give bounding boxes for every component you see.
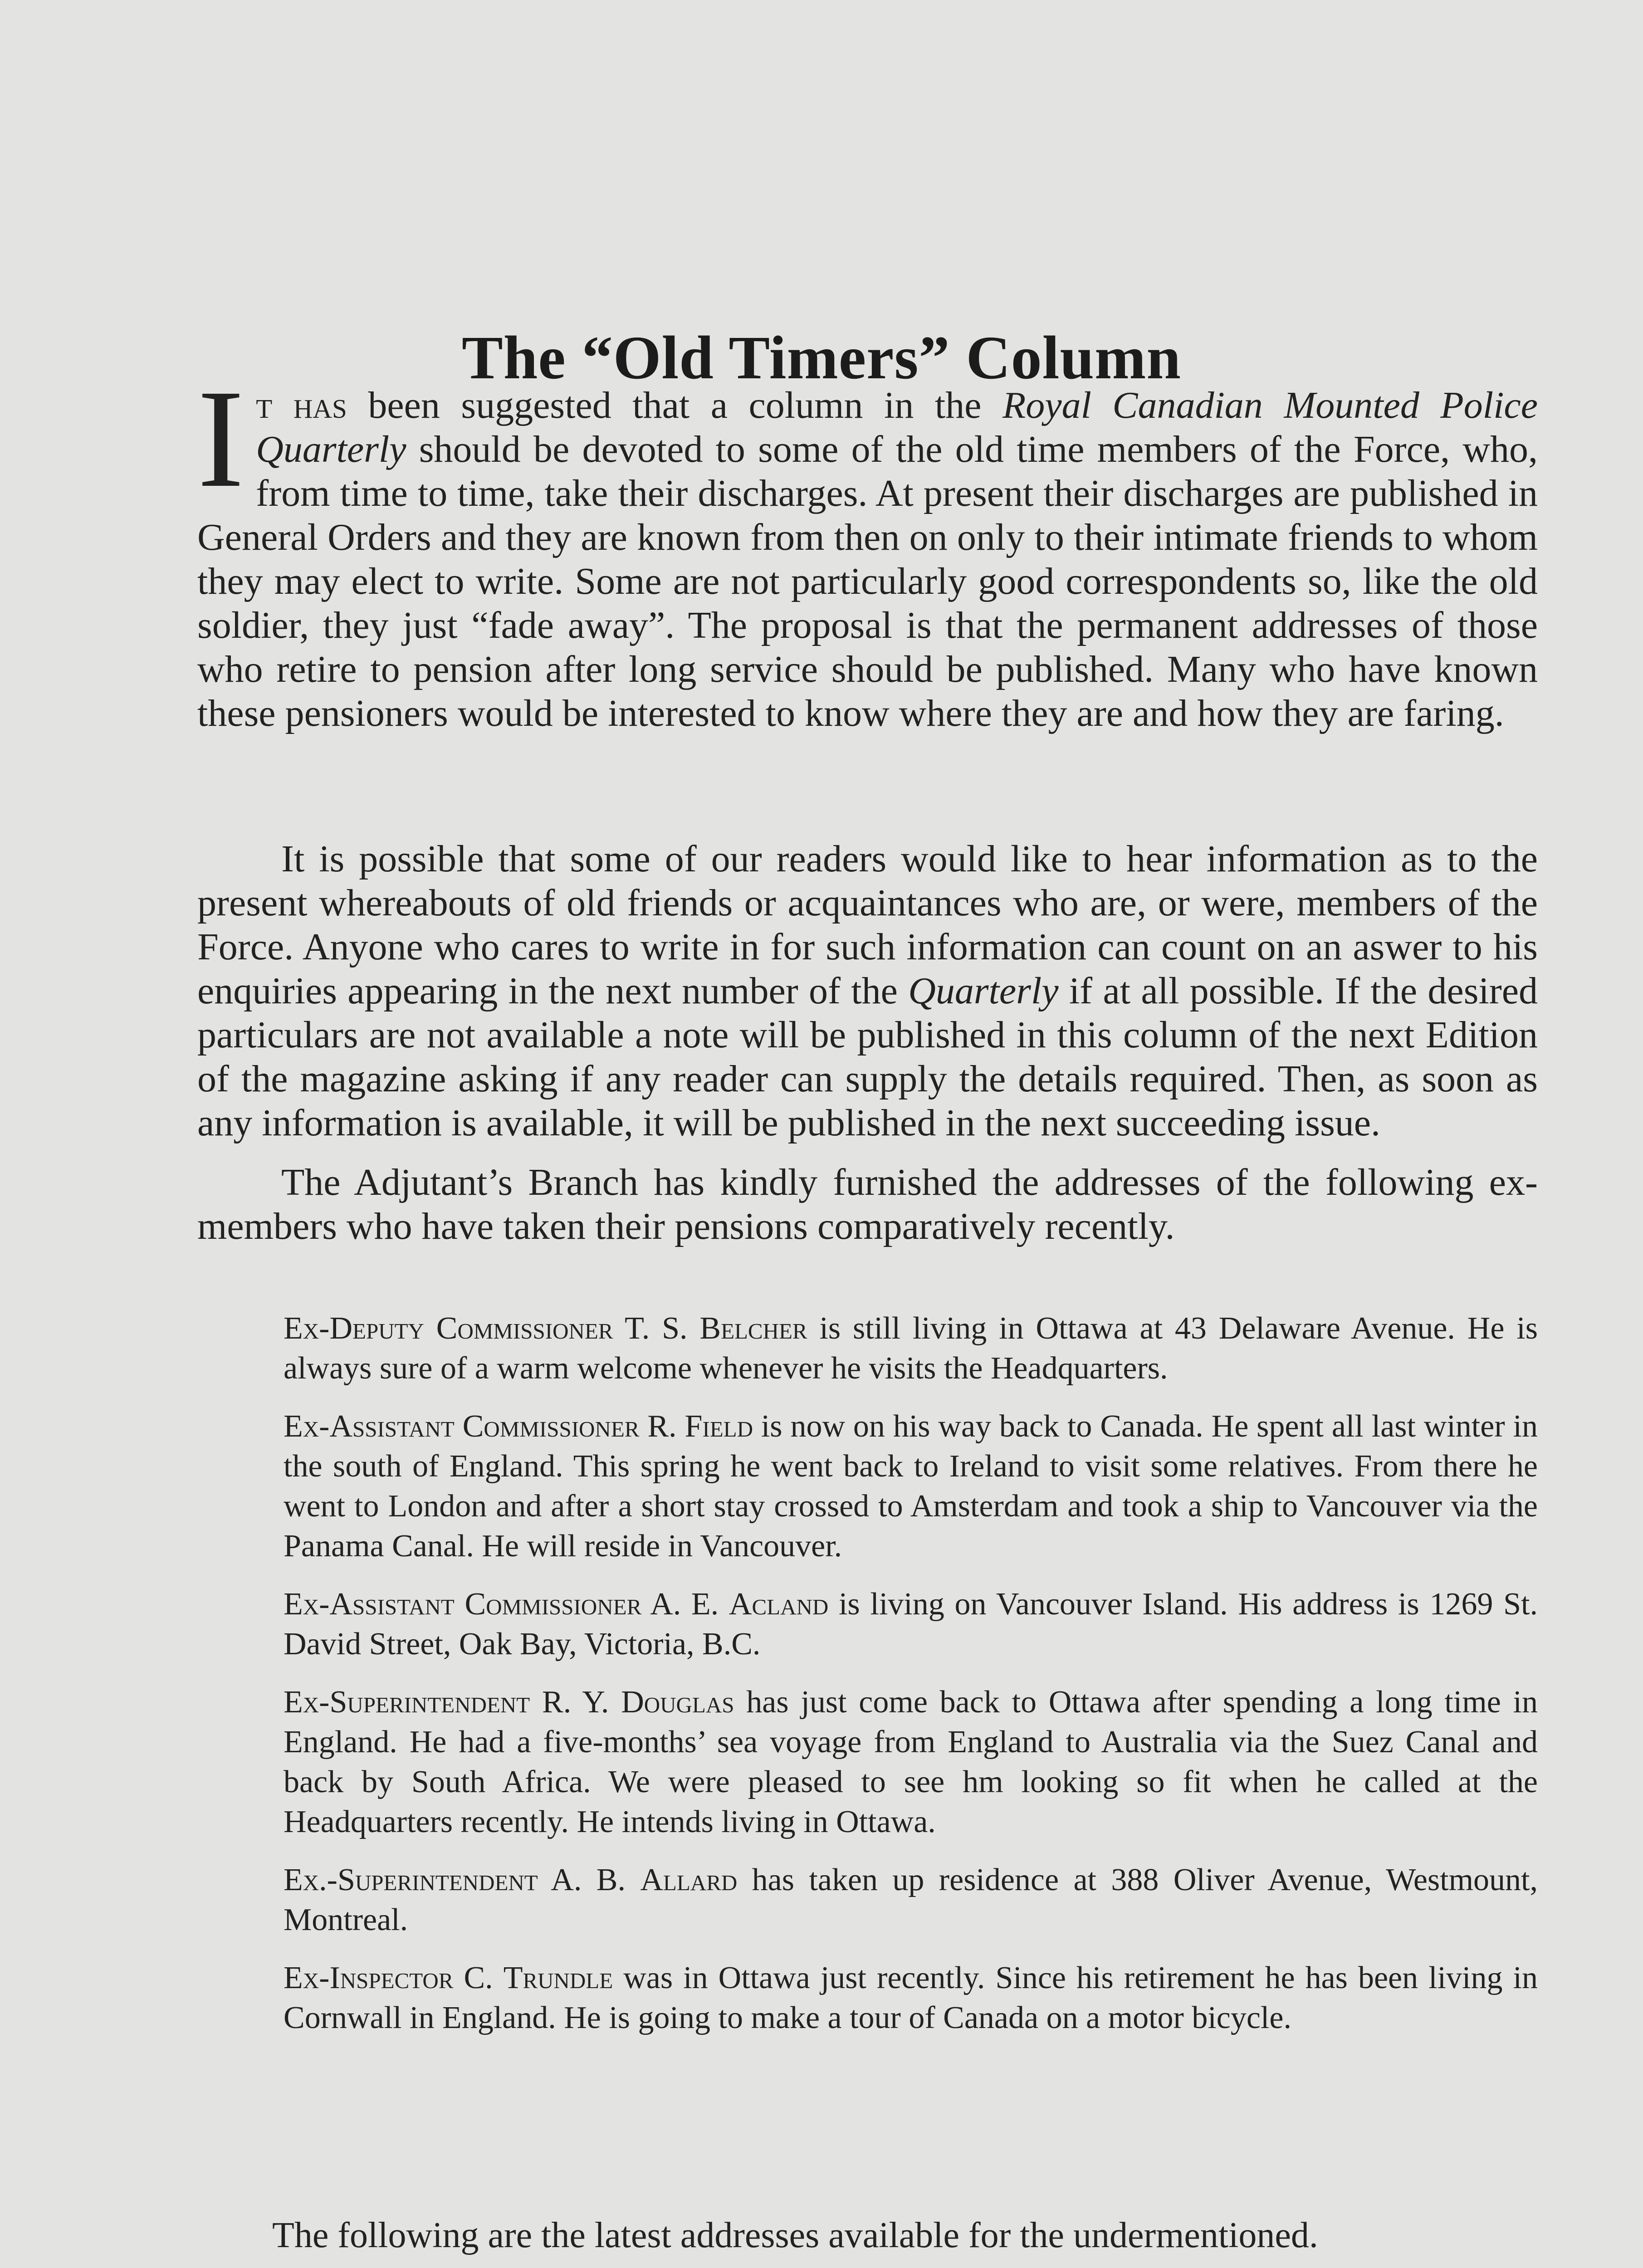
entry-allard — [284, 1860, 1538, 1940]
paragraph-2 — [197, 837, 1538, 1145]
entry-name: Acland — [729, 1587, 829, 1622]
entry-name: Allard — [640, 1862, 738, 1897]
entry-initials: A. E. — [641, 1587, 729, 1622]
entry-name: Trundle — [503, 1960, 613, 1995]
entry-initials: A. B. — [538, 1862, 641, 1897]
entry-name: Douglas — [621, 1685, 734, 1720]
intro-text-2: should be devoted to some of the old time members of the Force, who, from time to time, take their discharges. At present their discharges are published in General Orders and they are known from then on only to their intimate friends to whom they may elect to write. Some are not particularly good correspondents so, like the old soldier, they just “fade away”. The proposal is that the permanent addresses of those who retire to pension after long service should be published. Many who have known these pensioners would be interested to know where they are and how they are faring. — [197, 428, 1538, 734]
entry-douglas — [284, 1682, 1538, 1842]
entry-rank: Ex-Inspector — [284, 1960, 454, 1995]
entry-text: was in Ottawa just recently. Since his retirement he has been living in Cornwall in England. He is going to make a tour of Canada on a motor bicycle. — [284, 1960, 1538, 2035]
para2-text-2: if at all possible. If the desired particulars are not available a note will be published in this column of the next Edition of the magazine asking if any reader can supply the details required. Then, as soon as any information is available, it will be published in the next succeeding issue. — [197, 970, 1538, 1144]
body-paragraphs — [197, 837, 1538, 1264]
entry-name: Belcher — [699, 1311, 807, 1346]
entry-field — [284, 1407, 1538, 1566]
intro-text-1: been suggested that a column in the — [347, 384, 1002, 426]
entry-rank: Ex-Deputy Commissioner — [284, 1311, 613, 1346]
pensioner-list — [284, 1309, 1538, 2056]
entry-initials: C. — [453, 1960, 504, 1995]
entry-initials: R. — [639, 1409, 685, 1444]
para2-text-1: It is possible that some of our readers would like to hear information as to the present whereabouts of old friends or acquaintances who are, or were, members of the Force. Anyone who cares to write in for such information can count on an aswer to his enquiries appearing in the next number of the — [197, 838, 1538, 1012]
addresses-heading: The following are the latest addresses available for the undermentioned. — [272, 2215, 1318, 2255]
intro-italic: Royal Canadian Mounted Police Quarterly — [256, 384, 1538, 470]
entry-text: is living on Vancouver Island. His address is 1269 St. David Street, Oak Bay, Victoria, B.C. — [284, 1587, 1538, 1662]
entry-initials: T. S. — [613, 1311, 700, 1346]
entry-rank: Ex-Superintendent — [284, 1685, 530, 1720]
entry-acland — [284, 1584, 1538, 1664]
entry-initials: R. Y. — [530, 1685, 621, 1720]
entry-text: has taken up residence at 388 Oliver Avenue, Westmount, Montreal. — [284, 1862, 1538, 1937]
entry-rank: Ex-Assistant Commissioner — [284, 1409, 640, 1444]
para2-italic: Quarterly — [908, 970, 1059, 1012]
intro-paragraph — [197, 361, 1538, 735]
paragraph-3: The Adjutant’s Branch has kindly furnished the addresses of the following ex-members who have taken their pensions comparatively recently. — [197, 1161, 1538, 1247]
entry-text: has just come back to Ottawa after spending a long time in England. He had a five-months’ sea voyage from England to Australia via the Suez Canal and back by South Africa. We were pleased to see hm looking so fit when he called at the Headquarters recently. He intends living in Ottawa. — [284, 1685, 1538, 1839]
entry-text: is now on his way back to Canada. He spent all last winter in the south of England. This spring he went back to Ireland to visit some relatives. From there he went to London and after a short stay crossed to Amsterdam and took a ship to Vancouver via the Panama Canal. He will reside in Vancouver. — [284, 1409, 1538, 1564]
entry-rank: Ex.-Superintendent — [284, 1862, 538, 1897]
drop-cap: I — [197, 361, 244, 517]
lead-smallcaps: t has — [256, 384, 347, 426]
page-title: The “Old Timers” Column — [461, 324, 1181, 392]
addresses-section — [272, 2214, 1538, 2268]
entry-trundle — [284, 1958, 1538, 2038]
entry-text: is still living in Ottawa at 43 Delaware Avenue. He is always sure of a warm welcome whenever he visits the Headquarters. — [284, 1311, 1538, 1386]
entry-name: Field — [685, 1409, 753, 1444]
entry-belcher — [284, 1309, 1538, 1388]
entry-rank: Ex-Assistant Commissioner — [284, 1587, 642, 1622]
